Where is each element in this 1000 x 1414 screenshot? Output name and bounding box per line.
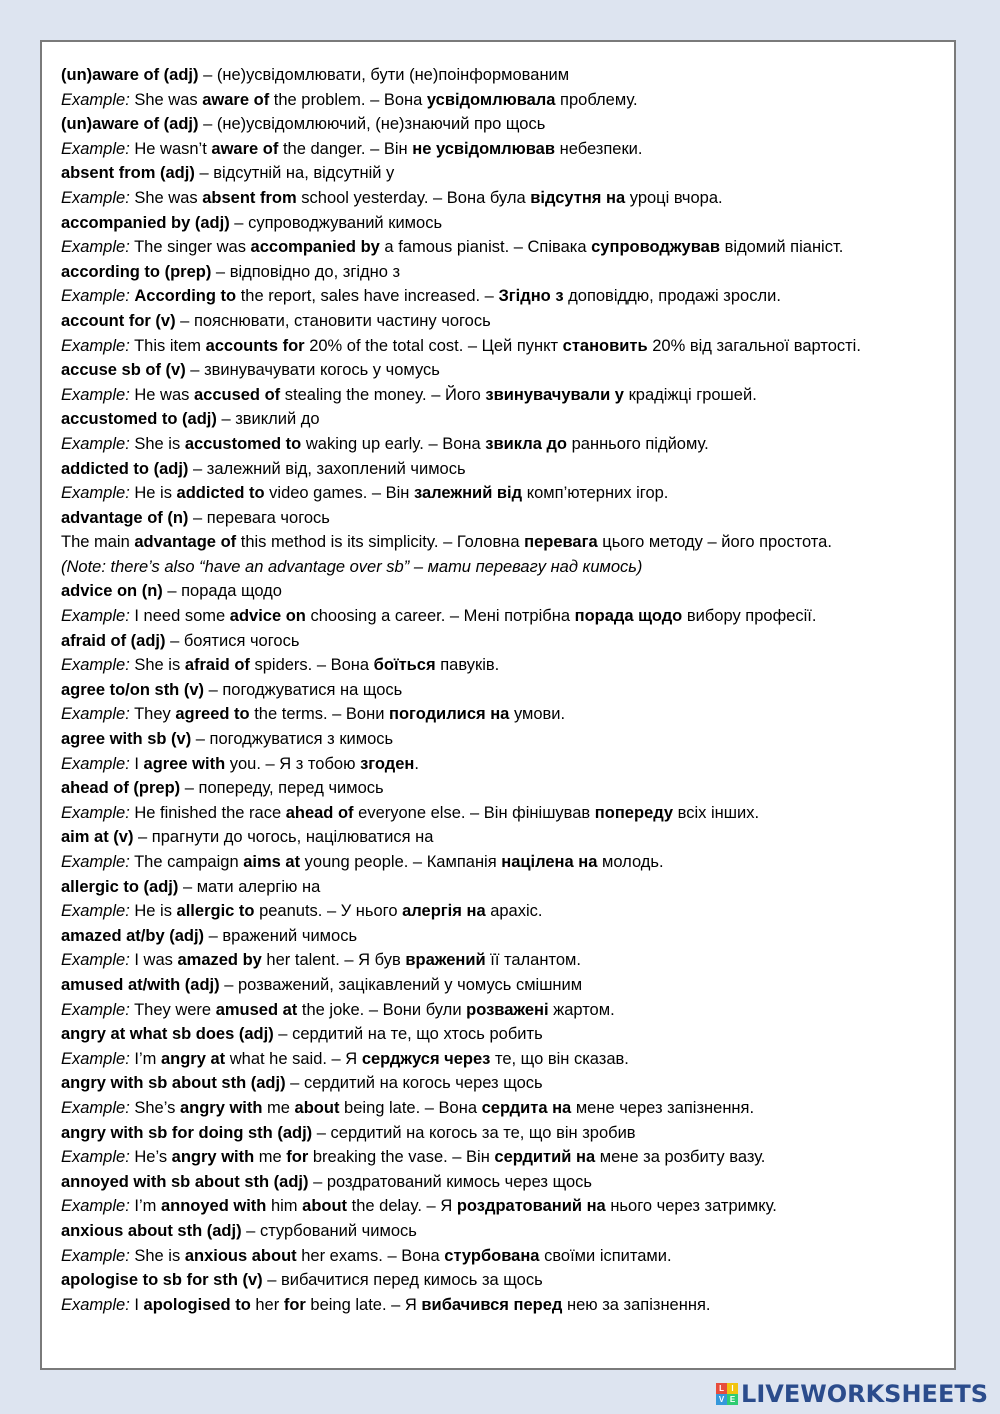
text-fragment: 20% від загальної вартості. xyxy=(647,336,861,355)
text-fragment: She is xyxy=(129,1246,185,1265)
text-fragment: everyone else. – Він фінішував xyxy=(353,803,595,822)
text-fragment: They xyxy=(129,705,176,724)
text-fragment: – звиклий до xyxy=(216,410,320,429)
text-fragment: the terms. – Вони xyxy=(249,705,390,724)
entry-line xyxy=(61,801,944,826)
bold-phrase: agree with sb (v) xyxy=(61,730,192,749)
text-fragment: I’m xyxy=(129,1049,161,1068)
text-fragment: комп’ютерних ігор. xyxy=(522,484,669,503)
bold-phrase: amused at/with (adj) xyxy=(61,975,220,994)
text-fragment: – порада щодо xyxy=(162,582,282,601)
bold-phrase: addicted to xyxy=(176,484,265,503)
text-fragment: being late. – Вона xyxy=(339,1098,482,1117)
logo-letter: L xyxy=(716,1383,727,1394)
bold-phrase: вражений xyxy=(405,951,486,970)
text-fragment: waking up early. – Вона xyxy=(301,434,486,453)
text-fragment: what he said. – Я xyxy=(225,1049,362,1068)
bold-phrase: звинувачували у xyxy=(485,385,624,404)
text-fragment: – сердитий на когось за те, що він зробив xyxy=(312,1123,636,1142)
text-fragment: She is xyxy=(129,434,185,453)
bold-phrase: розважені xyxy=(466,1000,549,1019)
italic-label: Example: xyxy=(61,754,130,773)
text-fragment: – вражений чимось xyxy=(204,926,358,945)
italic-label: Example: xyxy=(61,1197,130,1216)
entry-line xyxy=(61,850,944,875)
worksheet-page xyxy=(40,40,956,1370)
text-fragment: this method is its simplicity. – Головна xyxy=(236,533,525,552)
bold-phrase: allergic to (adj) xyxy=(61,877,179,896)
bold-phrase: angry at what sb does (adj) xyxy=(61,1025,274,1044)
entry-line xyxy=(61,481,944,506)
text-fragment: – прагнути до чогось, націлюватися на xyxy=(133,828,434,847)
text-fragment: мене через запізнення. xyxy=(571,1098,755,1117)
text-fragment: мене за розбиту вазу. xyxy=(595,1148,766,1167)
text-fragment: I’m xyxy=(129,1197,161,1216)
text-fragment: a famous pianist. – Співака xyxy=(379,238,592,257)
text-fragment: me xyxy=(254,1148,287,1167)
entry-line xyxy=(61,579,944,604)
italic-label: Example: xyxy=(61,803,130,822)
bold-phrase: for xyxy=(283,1295,306,1314)
entry-line xyxy=(61,752,944,777)
entry-line xyxy=(61,358,944,383)
text-fragment: peanuts. – У нього xyxy=(254,902,403,921)
logo-letter: E xyxy=(727,1394,738,1405)
bold-phrase: сердита на xyxy=(481,1098,572,1117)
text-fragment: He finished the race xyxy=(129,803,286,822)
bold-phrase: залежний від xyxy=(414,484,523,503)
logo-letter: V xyxy=(716,1394,727,1405)
italic-label: Example: xyxy=(61,1148,130,1167)
text-fragment: жартом. xyxy=(548,1000,615,1019)
bold-phrase: apologised to xyxy=(143,1295,251,1314)
bold-phrase: згоден xyxy=(360,754,415,773)
bold-phrase: націлена на xyxy=(501,853,598,871)
text-fragment: She was xyxy=(129,188,203,207)
text-fragment: I need some xyxy=(129,607,230,626)
bold-phrase: (un)aware of (adj) xyxy=(61,66,199,84)
text-fragment: you. – Я з тобою xyxy=(225,754,361,773)
text-fragment: her xyxy=(250,1295,284,1314)
text-fragment: young people. – Кампанія xyxy=(300,853,502,871)
bold-phrase: account for (v) xyxy=(61,311,176,330)
bold-phrase: amused at xyxy=(215,1000,298,1019)
text-fragment: – відповідно до, згідно з xyxy=(211,262,401,281)
text-fragment: video games. – Він xyxy=(264,484,414,503)
entry-line xyxy=(61,1047,944,1072)
entry-line xyxy=(61,457,944,482)
text-fragment: The singer was xyxy=(129,238,251,257)
italic-label: Example: xyxy=(61,484,130,503)
bold-phrase: absent from (adj) xyxy=(61,164,195,183)
text-fragment: him xyxy=(266,1197,303,1216)
text-fragment: – (не)усвідомлювати, бути (не)поінформованим xyxy=(198,66,570,84)
bold-phrase: advantage of xyxy=(134,533,237,552)
bold-phrase: ahead of (prep) xyxy=(61,779,181,798)
bold-phrase: accustomed to (adj) xyxy=(61,410,217,429)
entry-line xyxy=(61,875,944,900)
text-fragment: – (не)усвідомлюючий, (не)знаючий про щось xyxy=(198,115,546,134)
bold-phrase: супроводжував xyxy=(591,238,720,257)
text-fragment: being late. – Я xyxy=(305,1295,422,1314)
text-fragment: раннього підйому. xyxy=(567,434,709,453)
bold-phrase: agree to/on sth (v) xyxy=(61,680,205,699)
entry-line xyxy=(61,334,944,359)
bold-phrase: aware of xyxy=(211,139,279,158)
entry-line xyxy=(61,1170,944,1195)
bold-phrase: accompanied by xyxy=(250,238,380,257)
bold-phrase: accused of xyxy=(193,385,281,404)
entry-line xyxy=(61,998,944,1023)
bold-phrase: попереду xyxy=(594,803,674,822)
bold-phrase: afraid of (adj) xyxy=(61,631,166,650)
text-fragment: – перевага чогось xyxy=(188,508,330,527)
entry-line xyxy=(61,88,944,113)
bold-phrase: amazed by xyxy=(177,951,262,970)
text-fragment: He’s xyxy=(129,1148,172,1167)
italic-label: Example: xyxy=(61,139,130,158)
text-fragment: доповіддю, продажі зросли. xyxy=(563,287,781,306)
text-fragment: – залежний від, захоплений чимось xyxy=(188,459,466,478)
text-fragment: – сердитий на те, що хтось робить xyxy=(273,1025,543,1044)
text-fragment: . xyxy=(414,754,419,773)
bold-phrase: роздратований на xyxy=(456,1197,606,1216)
italic-label: Example: xyxy=(61,1098,130,1117)
bold-phrase: aware of xyxy=(202,90,270,109)
bold-phrase: усвідомлювала xyxy=(426,90,556,109)
bold-phrase: становить xyxy=(562,336,648,355)
bold-phrase: вибачився перед xyxy=(421,1295,563,1314)
text-fragment: – мати алергію на xyxy=(178,877,321,896)
text-fragment: – сердитий на когось через щось xyxy=(285,1074,543,1093)
bold-phrase: advice on xyxy=(229,607,306,626)
text-fragment: – стурбований чимось xyxy=(241,1221,417,1240)
text-fragment: проблему. xyxy=(555,90,638,109)
entry-line xyxy=(61,284,944,309)
entry-line xyxy=(61,432,944,457)
entry-line xyxy=(61,1121,944,1146)
liveworksheets-logo-icon xyxy=(716,1383,738,1405)
italic-label: Example: xyxy=(61,1295,130,1314)
entry-line xyxy=(61,702,944,727)
text-fragment: – погоджуватися з кимось xyxy=(191,730,394,749)
bold-phrase: порада щодо xyxy=(574,607,683,626)
text-fragment: – відсутній на, відсутній у xyxy=(194,164,395,183)
bold-phrase: agree with xyxy=(143,754,226,773)
bold-phrase: amazed at/by (adj) xyxy=(61,926,205,945)
bold-phrase: according to (prep) xyxy=(61,262,212,281)
bold-phrase: annoyed with sb about sth (adj) xyxy=(61,1172,309,1191)
bold-phrase: ahead of xyxy=(285,803,354,822)
bold-phrase: боїться xyxy=(373,656,436,675)
text-fragment: – вибачитися перед кимось за щось xyxy=(262,1271,543,1290)
italic-label: (Note: there’s also “have an advantage over sb” – мати перевагу над кимось) xyxy=(61,557,643,576)
text-fragment: відомий піаніст. xyxy=(719,238,844,257)
text-fragment: – погоджуватися на щось xyxy=(204,680,403,699)
text-fragment: the danger. – Він xyxy=(278,139,413,158)
italic-label: Example: xyxy=(61,902,130,921)
italic-label: Example: xyxy=(61,607,130,626)
entry-line xyxy=(61,1096,944,1121)
text-fragment: the report, sales have increased. – xyxy=(236,287,499,306)
text-fragment: the problem. – Вона xyxy=(269,90,427,109)
text-fragment: арахіс. xyxy=(485,902,543,921)
text-fragment: her exams. – Вона xyxy=(296,1246,445,1265)
text-fragment: нього через затримку. xyxy=(605,1197,777,1216)
text-fragment: – попереду, перед чимось xyxy=(180,779,384,798)
bold-phrase: accompanied by (adj) xyxy=(61,213,230,232)
entry-line xyxy=(61,629,944,654)
text-fragment: небезпеки. xyxy=(555,139,643,158)
text-fragment: – супроводжуваний кимось xyxy=(229,213,443,232)
bold-phrase: for xyxy=(286,1148,309,1167)
entry-line xyxy=(61,1071,944,1096)
text-fragment: 20% of the total cost. – Цей пункт xyxy=(304,336,563,355)
text-fragment: вибору професії. xyxy=(682,607,817,626)
entry-line xyxy=(61,530,944,555)
bold-phrase: apologise to sb for sth (v) xyxy=(61,1271,263,1290)
text-fragment: молодь. xyxy=(597,853,664,871)
text-fragment: He is xyxy=(129,484,177,503)
bold-phrase: According to xyxy=(134,287,237,306)
italic-label: Example: xyxy=(61,951,130,970)
italic-label: Example: xyxy=(61,238,130,257)
text-fragment: I xyxy=(129,754,144,773)
entry-line xyxy=(61,309,944,334)
text-fragment: уроці вчора. xyxy=(625,188,723,207)
text-fragment: She was xyxy=(129,90,203,109)
bold-phrase: anxious about xyxy=(184,1246,297,1265)
text-fragment: He is xyxy=(129,902,177,921)
entry-line xyxy=(61,407,944,432)
entry-line xyxy=(61,555,944,580)
text-fragment: – розважений, зацікавлений у чомусь смішним xyxy=(219,975,583,994)
text-fragment: He wasn’t xyxy=(129,139,212,158)
text-fragment: I was xyxy=(129,951,178,970)
entry-line xyxy=(61,973,944,998)
bold-phrase: погодилися на xyxy=(389,705,510,724)
bold-phrase: (un)aware of (adj) xyxy=(61,115,199,134)
bold-phrase: about xyxy=(294,1098,340,1117)
text-fragment: нею за запізнення. xyxy=(562,1295,711,1314)
bold-phrase: agreed to xyxy=(175,705,250,724)
entry-line xyxy=(61,186,944,211)
bold-phrase: aims at xyxy=(243,853,301,871)
entry-line xyxy=(61,653,944,678)
bold-phrase: annoyed with xyxy=(160,1197,267,1216)
italic-label: Example: xyxy=(61,1246,130,1265)
bold-phrase: звикла до xyxy=(485,434,568,453)
entry-line xyxy=(61,1022,944,1047)
text-fragment: – пояснювати, становити частину чогось xyxy=(175,311,491,330)
text-fragment: The campaign xyxy=(129,853,244,871)
entry-line xyxy=(61,678,944,703)
entry-line xyxy=(61,211,944,236)
italic-label: Example: xyxy=(61,434,130,453)
entry-line xyxy=(61,1244,944,1269)
entry-line xyxy=(61,727,944,752)
liveworksheets-footer xyxy=(716,1380,988,1408)
bold-phrase: відсутня на xyxy=(530,188,626,207)
entry-line xyxy=(61,506,944,531)
bold-phrase: не усвідомлював xyxy=(412,139,555,158)
text-fragment: spiders. – Вона xyxy=(249,656,374,675)
bold-phrase: серджуся через xyxy=(361,1049,491,1068)
text-fragment: her talent. – Я був xyxy=(261,951,406,970)
bold-phrase: afraid of xyxy=(184,656,250,675)
bold-phrase: angry at xyxy=(160,1049,226,1068)
text-fragment: своїми іспитами. xyxy=(539,1246,672,1265)
entry-line xyxy=(61,63,944,88)
logo-letter: I xyxy=(727,1383,738,1394)
bold-phrase: addicted to (adj) xyxy=(61,459,189,478)
italic-label: Example: xyxy=(61,90,130,109)
text-fragment: the joke. – Вони були xyxy=(297,1000,467,1019)
text-fragment: stealing the money. – Його xyxy=(280,385,486,404)
bold-phrase: Згідно з xyxy=(498,287,564,306)
entry-line xyxy=(61,1293,944,1318)
text-fragment: school yesterday. – Вона була xyxy=(296,188,531,207)
bold-phrase: angry with sb about sth (adj) xyxy=(61,1074,286,1093)
italic-label: Example: xyxy=(61,385,130,404)
text-fragment: цього методу – його простота. xyxy=(597,533,832,552)
italic-label: Example: xyxy=(61,1000,130,1019)
italic-label: Example: xyxy=(61,656,130,675)
bold-phrase: absent from xyxy=(202,188,297,207)
entry-line xyxy=(61,604,944,629)
entry-line xyxy=(61,1268,944,1293)
vocabulary-list xyxy=(61,63,944,1317)
text-fragment: те, що він сказав. xyxy=(490,1049,629,1068)
bold-phrase: сердитий на xyxy=(494,1148,596,1167)
text-fragment: умови. xyxy=(509,705,566,724)
text-fragment: choosing a career. – Мені потрібна xyxy=(305,607,575,626)
bold-phrase: about xyxy=(302,1197,348,1216)
text-fragment: всіх інших. xyxy=(673,803,760,822)
bold-phrase: перевага xyxy=(524,533,598,552)
text-fragment: крадіжці грошей. xyxy=(624,385,757,404)
text-fragment: – звинувачувати когось у чомусь xyxy=(185,361,440,380)
text-fragment: павуків. xyxy=(435,656,500,675)
entry-line xyxy=(61,948,944,973)
italic-label: Example: xyxy=(61,705,130,724)
text-fragment: He was xyxy=(129,385,194,404)
bold-phrase: алергія на xyxy=(402,902,486,921)
entry-line xyxy=(61,776,944,801)
text-fragment: me xyxy=(262,1098,295,1117)
text-fragment: – боятися чогось xyxy=(165,631,300,650)
italic-label: Example: xyxy=(61,287,130,306)
text-fragment: її талантом. xyxy=(485,951,581,970)
bold-phrase: aim at (v) xyxy=(61,828,134,847)
bold-phrase: anxious about sth (adj) xyxy=(61,1221,242,1240)
text-fragment: This item xyxy=(129,336,206,355)
bold-phrase: advice on (n) xyxy=(61,582,163,601)
brand-name: LIVEWORKSHEETS xyxy=(741,1380,988,1408)
entry-line xyxy=(61,137,944,162)
entry-line xyxy=(61,1145,944,1170)
entry-line xyxy=(61,825,944,850)
entry-line xyxy=(61,1219,944,1244)
text-fragment: The main xyxy=(61,533,135,552)
text-fragment: breaking the vase. – Він xyxy=(308,1148,495,1167)
italic-label: Example: xyxy=(61,336,130,355)
bold-phrase: advantage of (n) xyxy=(61,508,189,527)
entry-line xyxy=(61,235,944,260)
italic-label: Example: xyxy=(61,853,130,871)
bold-phrase: accuse sb of (v) xyxy=(61,361,186,380)
text-fragment: They were xyxy=(129,1000,216,1019)
entry-line xyxy=(61,1194,944,1219)
bold-phrase: стурбована xyxy=(444,1246,540,1265)
text-fragment: She is xyxy=(129,656,185,675)
entry-line xyxy=(61,260,944,285)
text-fragment: the delay. – Я xyxy=(347,1197,457,1216)
italic-label: Example: xyxy=(61,1049,130,1068)
entry-line xyxy=(61,112,944,137)
entry-line xyxy=(61,899,944,924)
text-fragment: She’s xyxy=(129,1098,180,1117)
italic-label: Example: xyxy=(61,188,130,207)
bold-phrase: accustomed to xyxy=(184,434,302,453)
bold-phrase: angry with sb for doing sth (adj) xyxy=(61,1123,313,1142)
bold-phrase: angry with xyxy=(171,1148,255,1167)
bold-phrase: accounts for xyxy=(205,336,305,355)
text-fragment: – роздратований кимось через щось xyxy=(308,1172,592,1191)
entry-line xyxy=(61,924,944,949)
entry-line xyxy=(61,383,944,408)
bold-phrase: angry with xyxy=(179,1098,263,1117)
bold-phrase: allergic to xyxy=(176,902,255,921)
entry-line xyxy=(61,161,944,186)
text-fragment: I xyxy=(129,1295,144,1314)
